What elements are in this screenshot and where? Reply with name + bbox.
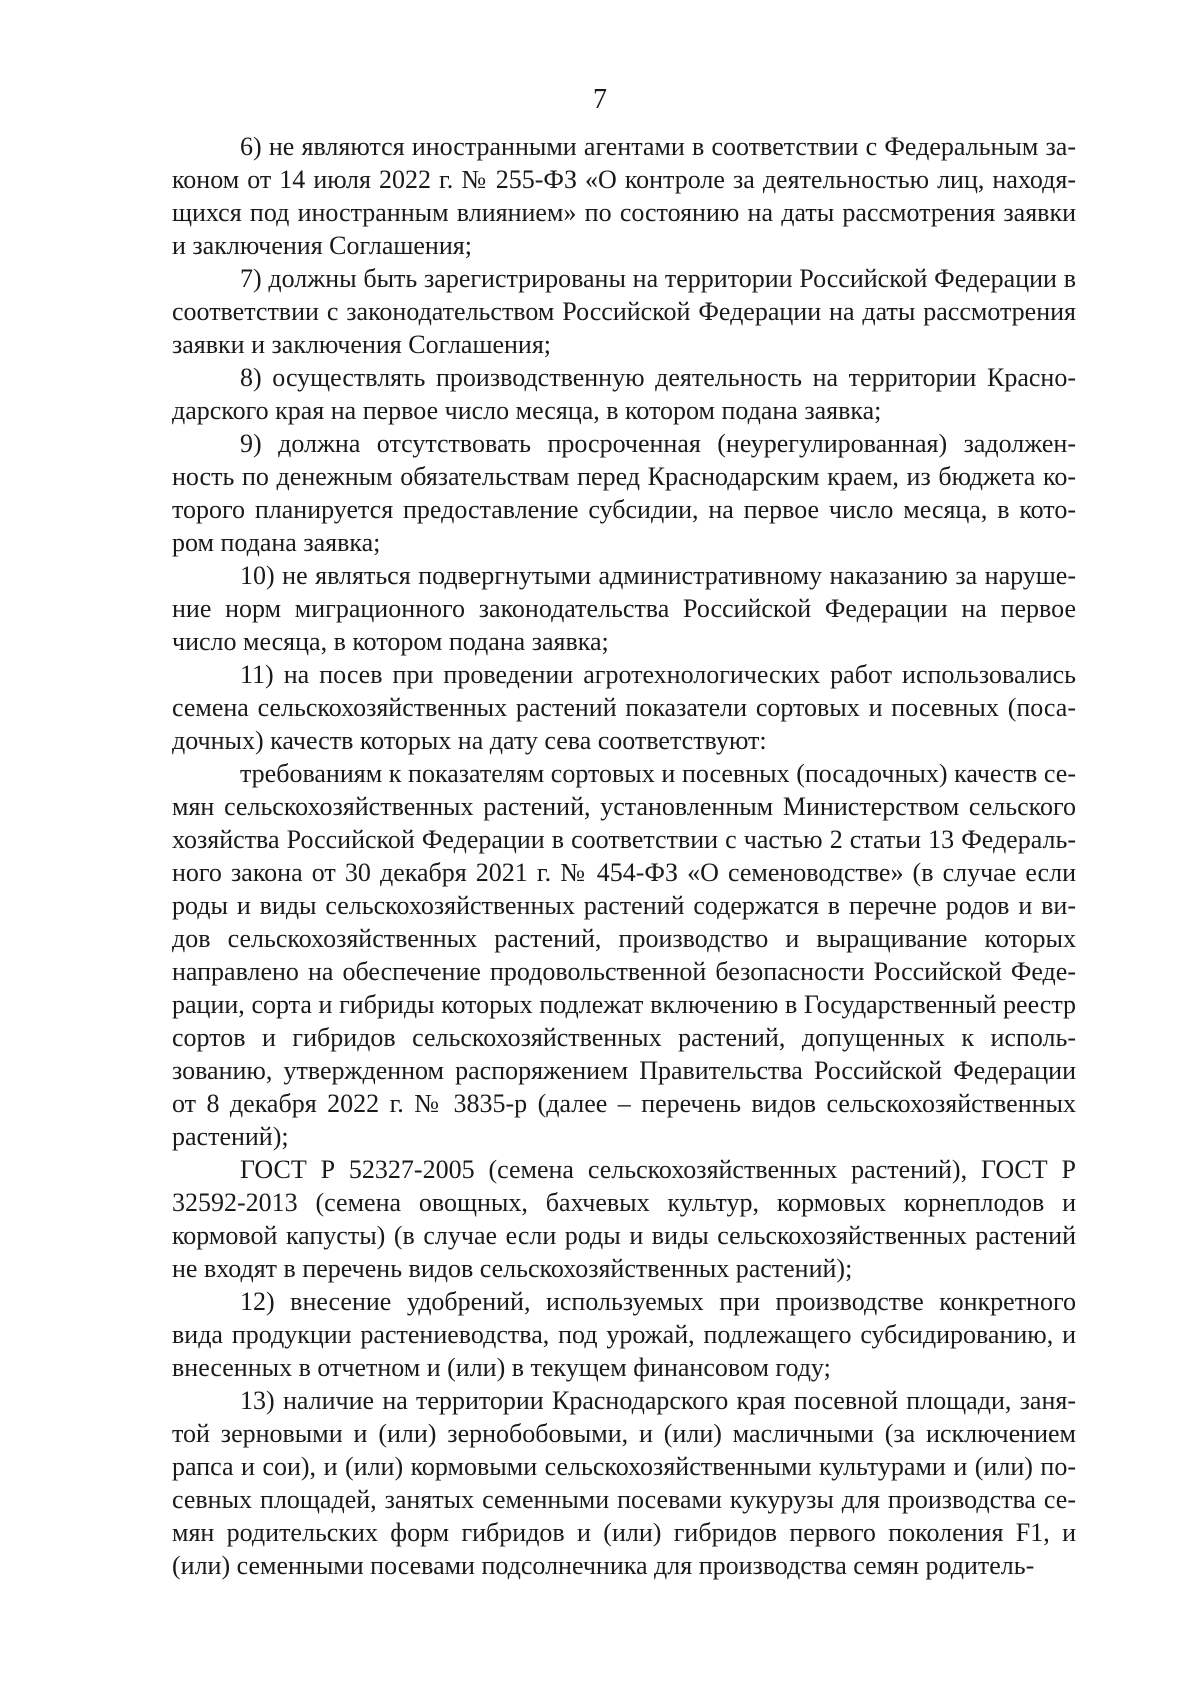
paragraph-item-11: 11) на посев при проведении агротехнологических работ использовались семена сельскохозяйственных растений показатели сортовых и посевных (посадочных) качеств которых на дату сева соответствуют: xyxy=(172,660,1076,755)
page-number: 7 xyxy=(593,84,607,115)
paragraph-item-7: 7) должны быть зарегистрированы на территории Российской Федерации в соответствии с законодательством Российской Федерации на даты рассмотрения заявки и заключения Соглашения; xyxy=(172,264,1076,359)
paragraph-gost-standards: ГОСТ Р 52327-2005 (семена сельскохозяйственных растений), ГОСТ Р 32592-2013 (семена овощных, бахчевых культур, кормовых корнеплодов и кормовой капусты) (в случае если роды и виды сельскохозяйственных растений не входят в перечень видов сельскохозяйственных растений); xyxy=(172,1155,1076,1283)
paragraph-item-10: 10) не являться подвергнутыми административному наказанию за нарушение норм миграционного законодательства Российской Федерации на первое число месяца, в котором подана заявка; xyxy=(172,561,1076,656)
document-body xyxy=(172,130,1076,1582)
paragraph-item-6: 6) не являются иностранными агентами в соответствии с Федеральным законом от 14 июля 2022 г. № 255-ФЗ «О контроле за деятельностью лиц, находящихся под иностранным влиянием» по состоянию на даты рассмотрения заявки и заключения Соглашения; xyxy=(172,132,1076,260)
paragraph-item-13: 13) наличие на территории Краснодарского края посевной площади, занятой зерновыми и (или) зернобобовыми, и (или) масличными (за исключением рапса и сои), и (или) кормовыми сельскохозяйственными культурами и (или) посевных площадей, занятых семенными посевами кукурузы для производства семян родительских форм гибридов и (или) гибридов первого поколения F1, и (или) семенными посевами подсолнечника для производства семян родитель- xyxy=(172,1386,1076,1580)
paragraph-item-9: 9) должна отсутствовать просроченная (неурегулированная) задолженность по денежным обязательствам перед Краснодарским краем, из бюджета которого планируется предоставление субсидии, на первое число месяца, в котором подана заявка; xyxy=(172,429,1076,557)
paragraph-item-8: 8) осуществлять производственную деятельность на территории Краснодарского края на первое число месяца, в котором подана заявка; xyxy=(172,363,1076,425)
paragraph-item-12: 12) внесение удобрений, используемых при производстве конкретного вида продукции растениеводства, под урожай, подлежащего субсидированию, и внесенных в отчетном и (или) в текущем финансовом году; xyxy=(172,1287,1076,1382)
paragraph-seed-requirements: требованиям к показателям сортовых и посевных (посадочных) качеств семян сельскохозяйственных растений, установленным Министерством сельского хозяйства Российской Федерации в соответствии с частью 2 статьи 13 Федерального закона от 30 декабря 2021 г. № 454-ФЗ «О семеноводстве» (в случае если роды и виды сельскохозяйственных растений содержатся в перечне родов и видов сельскохозяйственных растений, производство и выращивание которых направлено на обеспечение продовольственной безопасности Российской Федерации, сорта и гибриды которых подлежат включению в Государственный реестр сортов и гибридов сельскохозяйственных растений, допущенных к использованию, утвержденном распоряжением Правительства Российской Федерации от 8 декабря 2022 г. № 3835-р (далее – перечень видов сельскохозяйственных растений); xyxy=(172,759,1076,1151)
